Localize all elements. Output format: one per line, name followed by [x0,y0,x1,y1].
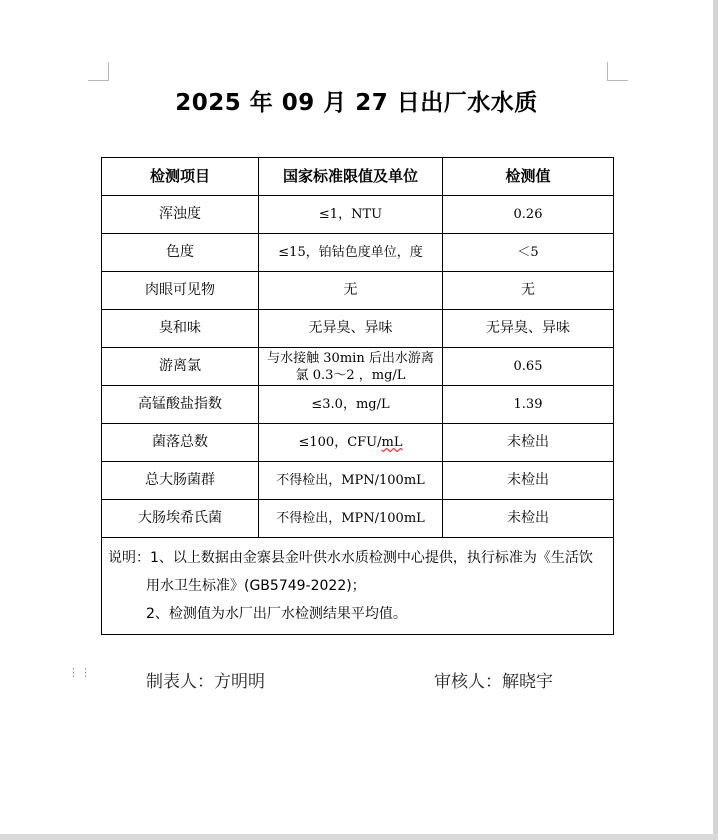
column-header-item: 检测项目 [102,158,259,196]
cell-item: 肉眼可见物 [102,272,259,310]
note-line-3: 2、检测值为水厂出厂水检测结果平均值。 [146,606,407,622]
cell-value: ＜5 [443,234,614,272]
cell-standard [259,424,443,462]
cell-value: 无 [443,272,614,310]
table-header-row [102,158,614,196]
table-note-row [102,538,614,635]
spellcheck-underlined-unit: mL [381,435,403,450]
table-row [102,424,614,462]
table-row [102,234,614,272]
cell-standard: 不得检出，MPN/100mL [259,462,443,500]
cell-value: 未检出 [443,424,614,462]
margin-corner-mark-left [88,62,109,81]
cell-item: 菌落总数 [102,424,259,462]
cell-value: 0.65 [443,348,614,386]
cell-standard: ≤1，NTU [259,196,443,234]
cell-standard: 不得检出，MPN/100mL [259,500,443,538]
vertical-scrollbar[interactable] [713,0,718,840]
table-row [102,310,614,348]
cell-standard: ≤3.0，mg/L [259,386,443,424]
table-row [102,500,614,538]
standard-prefix: ≤100，CFU/ [298,435,382,450]
cell-value: 未检出 [443,462,614,500]
reviewer-signature: 审核人：解晓宇 [434,672,553,692]
table-row [102,386,614,424]
cell-item: 浑浊度 [102,196,259,234]
cell-standard: 与水接触 30min 后出水游离氯 0.3～2 ，mg/L [259,348,443,386]
cell-standard: ≤15，铂钴色度单位，度 [259,234,443,272]
table-row [102,348,614,386]
table-row [102,272,614,310]
water-quality-table [101,157,614,635]
margin-corner-mark-right [607,62,628,81]
cell-item: 大肠埃希氏菌 [102,500,259,538]
cell-standard: 无异臭、异味 [259,310,443,348]
column-header-standard: 国家标准限值及单位 [259,158,443,196]
note-line-2: 用水卫生标准》(GB5749-2022)； [146,578,366,594]
drag-handle-icon[interactable]: ⋮⋮ [68,666,92,679]
table-note [102,538,614,635]
note-line-1: 说明：1、以上数据由金寨县金叶供水水质检测中心提供，执行标准为《生活饮 [108,550,593,566]
cell-item: 游离氯 [102,348,259,386]
preparer-signature: 制表人：方明明 [146,672,265,692]
cell-item: 总大肠菌群 [102,462,259,500]
cell-item: 高锰酸盐指数 [102,386,259,424]
cell-value: 无异臭、异味 [443,310,614,348]
cell-item: 色度 [102,234,259,272]
document-title: 2025 年 09 月 27 日出厂水水质 [175,90,538,116]
cell-standard: 无 [259,272,443,310]
table-row [102,196,614,234]
cell-value: 未检出 [443,500,614,538]
table-row [102,462,614,500]
cell-value: 0.26 [443,196,614,234]
cell-item: 臭和味 [102,310,259,348]
column-header-value: 检测值 [443,158,614,196]
cell-value: 1.39 [443,386,614,424]
horizontal-scrollbar[interactable] [0,834,718,840]
